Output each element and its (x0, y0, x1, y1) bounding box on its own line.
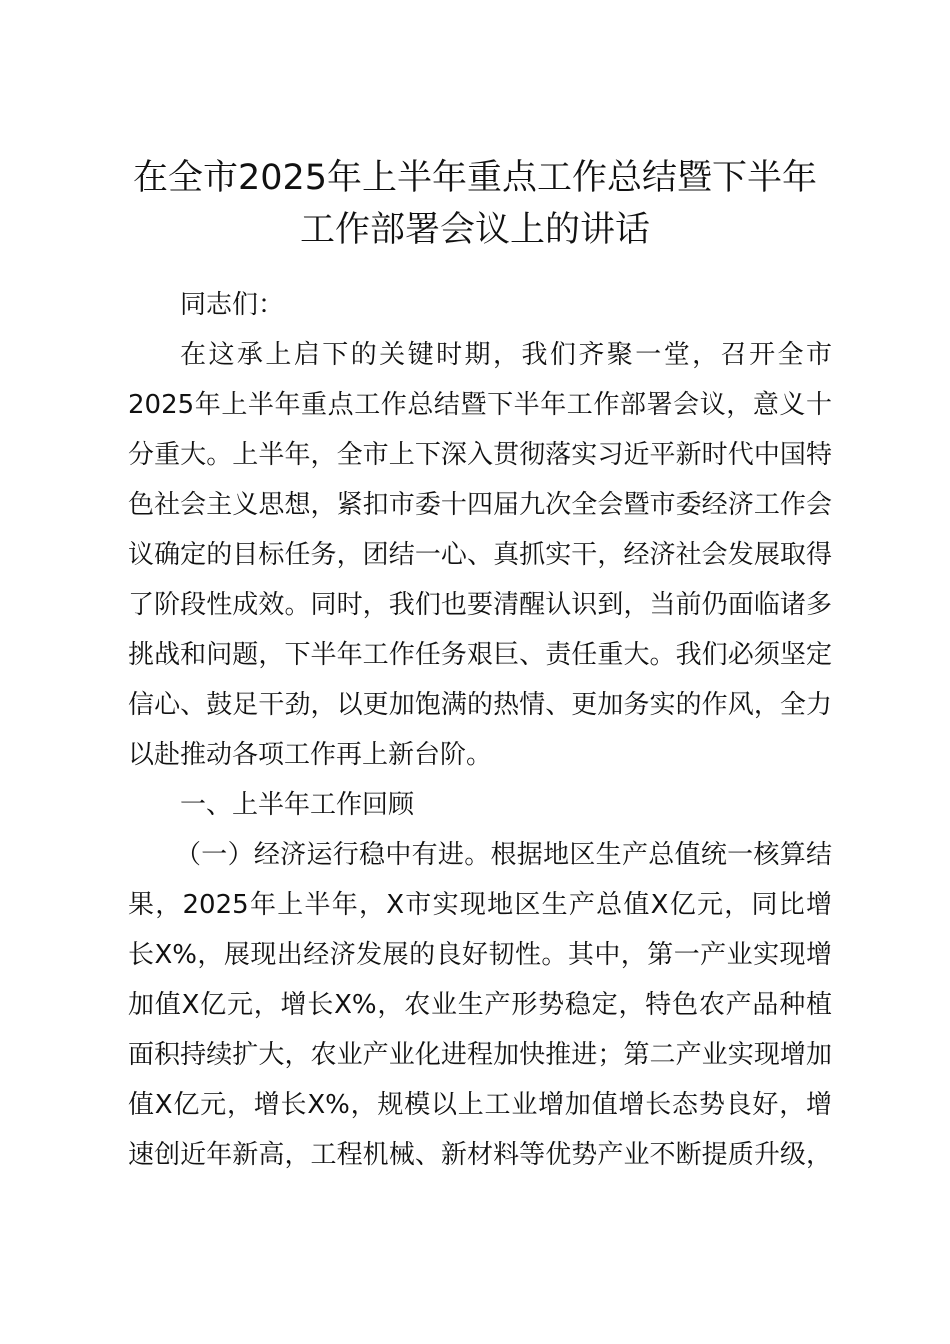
paragraph-1-line: 色社会主义思想，紧扣市委十四届九次全会暨市委经济工作会 (128, 490, 832, 520)
paragraph-1-line: 了阶段性成效。同时，我们也要清醒认识到，当前仍面临诸多 (128, 590, 832, 620)
paragraph-1-line: 挑战和问题，下半年工作任务艰巨、责任重大。我们必须坚定 (128, 640, 832, 670)
speech-title-line-2: 工作部署会议上的讲话 (299, 210, 650, 250)
paragraph-1-line: 议确定的目标任务，团结一心、真抓实干，经济社会发展取得 (128, 540, 832, 570)
paragraph-2-line: 面积持续扩大，农业产业化进程加快推进；第二产业实现增加 (128, 1040, 832, 1070)
paragraph-1-line: 信心、鼓足干劲，以更加饱满的热情、更加务实的作风，全力 (128, 690, 832, 720)
paragraph-1-line: 分重大。上半年，全市上下深入贯彻落实习近平新时代中国特 (128, 440, 832, 470)
paragraph-1-line: 在这承上启下的关键时期，我们齐聚一堂，召开全市 (180, 340, 832, 370)
paragraph-2-line: （一）经济运行稳中有进。根据地区生产总值统一核算结 (175, 840, 832, 870)
paragraph-1-line: 以赴推动各项工作再上新台阶。 (128, 740, 493, 770)
paragraph-2-line: 速创近年新高，工程机械、新材料等优势产业不断提质升级， (128, 1140, 832, 1170)
salutation: 同志们： (180, 290, 285, 320)
paragraph-1-line: 2025年上半年重点工作总结暨下半年工作部署会议，意义十 (128, 390, 832, 420)
paragraph-2-line: 长X%，展现出经济发展的良好韧性。其中，第一产业实现增 (128, 940, 832, 970)
paragraph-2-line: 值X亿元，增长X%，规模以上工业增加值增长态势良好，增 (128, 1090, 832, 1120)
section-heading: 一、上半年工作回顾 (180, 790, 415, 820)
paragraph-2-line: 加值X亿元，增长X%，农业生产形势稳定，特色农产品种植 (128, 990, 832, 1020)
paragraph-2-line: 果，2025年上半年，X市实现地区生产总值X亿元，同比增 (128, 890, 832, 920)
speech-title-line-1: 在全市2025年上半年重点工作总结暨下半年 (132, 158, 818, 198)
